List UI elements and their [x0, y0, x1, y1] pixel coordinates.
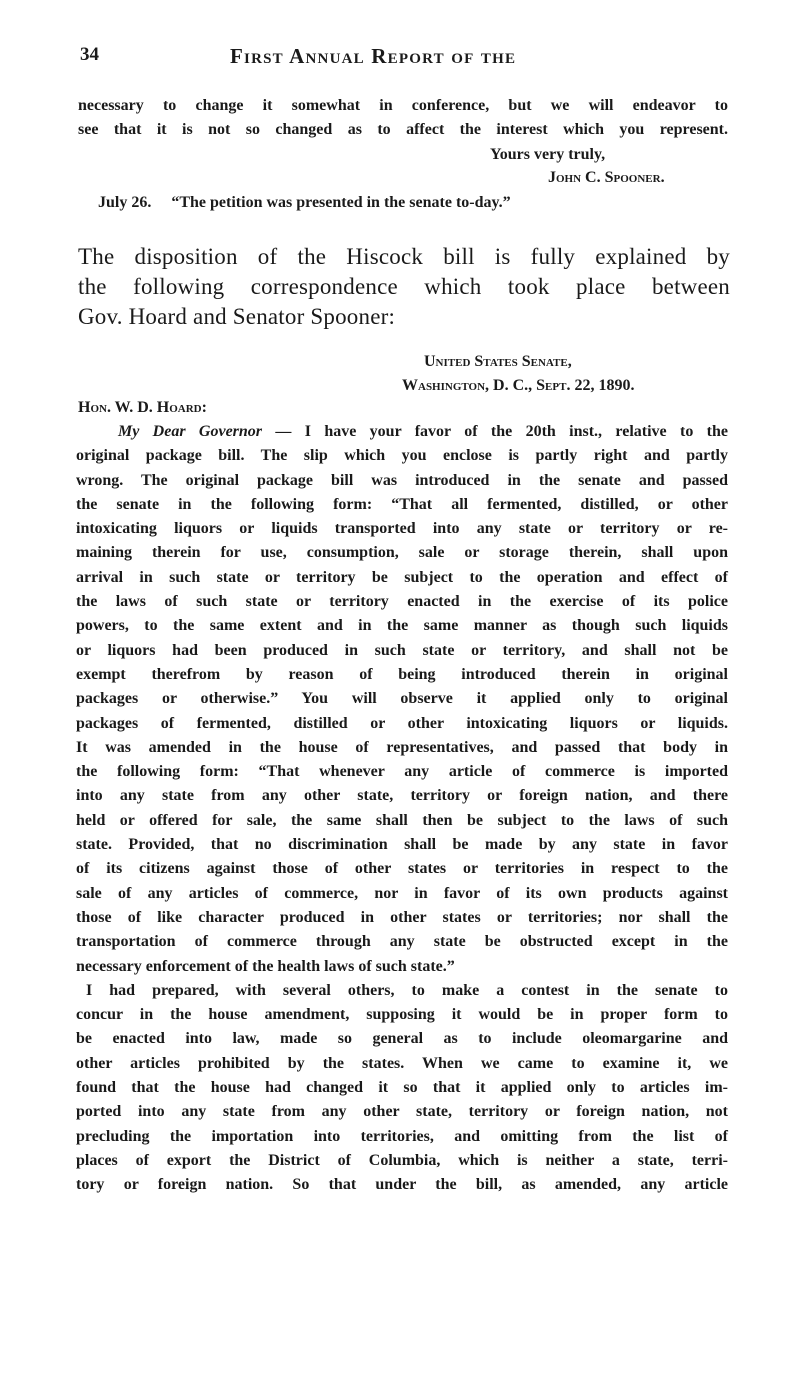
text-line: maining therein for use, consumption, sale or storage therein, shall upon: [76, 544, 728, 562]
text-line: sale of any articles of commerce, nor in favor of its own products against: [76, 884, 728, 902]
text-line: the laws of such state or territory enacted in the exercise of its police: [76, 593, 728, 611]
text-line: wrong. The original package bill was introduced in the senate and passed: [76, 471, 728, 489]
text-line: original package bill. The slip which you enclose is partly right and partly: [76, 447, 728, 465]
text-line: intoxicating liquors or liquids transported into any state or territory or re-: [76, 520, 728, 538]
text-line: found that the house had changed it so that it applied only to articles im-: [76, 1079, 728, 1097]
text-line: ported into any state from any other state, territory or foreign nation, not: [76, 1103, 728, 1121]
place-date: Washington, D. C., Sept. 22, 1890.: [402, 377, 635, 394]
text-line: It was amended in the house of representatives, and passed that body in: [76, 738, 728, 756]
running-head: [80, 44, 726, 72]
salutation: My Dear Governor: [118, 423, 263, 440]
text-line: necessary enforcement of the health laws of such state.”: [76, 957, 455, 975]
intro-line: Gov. Hoard and Senator Spooner:: [78, 304, 396, 329]
text-line: the following form: “That whenever any article of commerce is imported: [76, 763, 728, 781]
text-line: packages of fermented, distilled or other intoxicating liquors or liquids.: [76, 714, 728, 732]
text-line: see that it is not so changed as to affect the interest which you represent.: [78, 121, 728, 139]
text-line: exempt therefrom by reason of being introduced therein in original: [76, 665, 728, 683]
intro-line: the following correspondence which took place between: [78, 274, 730, 299]
text-line: transportation of commerce through any state be obstructed except in the: [76, 933, 728, 951]
paragraph-2: [76, 979, 728, 1198]
note-date: July 26.: [98, 194, 152, 211]
paragraph-1-first-line: — I have your favor of the 20th inst., relative to the: [262, 423, 728, 440]
text-line: places of export the District of Columbia, which is neither a state, terri-: [76, 1151, 728, 1169]
text-line: I had prepared, with several others, to make a contest in the senate to: [86, 981, 728, 999]
text-line: precluding the importation into territories, and omitting from the list of: [76, 1127, 728, 1145]
previous-letter-tail: [78, 94, 728, 143]
letterhead: United States Senate,: [424, 353, 572, 370]
letter-signature: John C. Spooner.: [548, 169, 665, 186]
text-line: arrival in such state or territory be subject to the operation and effect of: [76, 568, 728, 586]
text-line: into any state from any other state, territory or foreign nation, and there: [76, 787, 728, 805]
text-line: held or offered for sale, the same shall then be subject to the laws of such: [76, 811, 728, 829]
intro-line: The disposition of the Hiscock bill is fully explained by: [78, 244, 730, 269]
running-title: First Annual Report of the: [230, 44, 517, 68]
text-line: necessary to change it somewhat in conference, but we will endeavor to: [78, 97, 728, 114]
text-line: the senate in the following form: “That all fermented, distilled, or other: [76, 495, 728, 513]
text-line: or liquors had been produced in such state or territory, and shall not be: [76, 641, 728, 659]
text-line: concur in the house amendment, supposing it would be in proper form to: [76, 1006, 728, 1024]
text-line: tory or foreign nation. So that under the bill, as amended, any article: [76, 1176, 728, 1194]
text-line: those of like character produced in other states or territories; nor shall the: [76, 908, 728, 926]
intro-paragraph: [78, 242, 730, 332]
text-line: of its citizens against those of other states or territories in respect to the: [76, 860, 728, 878]
text-line: be enacted into law, made so general as to include oleomargarine and: [76, 1030, 728, 1048]
paragraph-1: [76, 420, 728, 979]
text-line: other articles prohibited by the states. When we came to examine it, we: [76, 1054, 728, 1072]
page-number: 34: [80, 44, 99, 65]
text-line: powers, to the same extent and in the same manner as though such liquids: [76, 617, 728, 635]
text-line: state. Provided, that no discrimination shall be made by any state in favor: [76, 836, 728, 854]
note-text: “The petition was presented in the senate to-day.”: [171, 194, 511, 211]
letter-body: [76, 420, 728, 1198]
letter-closing: Yours very truly,: [490, 146, 606, 163]
text-line: packages or otherwise.” You will observe it applied only to original: [76, 690, 728, 708]
text-line: [76, 420, 728, 444]
dated-note: [98, 191, 511, 215]
addressee: Hon. W. D. Hoard:: [78, 399, 207, 416]
